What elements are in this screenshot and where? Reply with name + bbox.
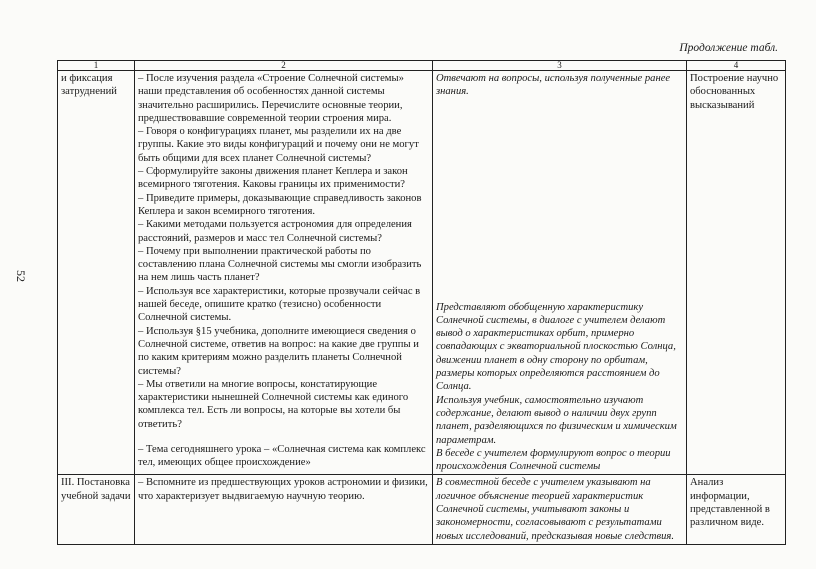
stage-cell: III. Постановка учебной задачи (58, 475, 135, 544)
teacher-questions-cell: – Вспомните из предшествующих уроков астрономии и физики, что характеризует выдвигаемую научную теорию. (135, 475, 433, 544)
question-text: – Мы ответили на многие вопросы, констатирующие характеристики нынешней Солнечной системы как единого комплекса тел. Есть ли вопросы, на которые вы хотели бы ответить? (138, 378, 409, 430)
student-activity-text: Используя учебник, самостоятельно изучают содержание, делают вывод о наличии двух групп планет, разделяющихся по физическим и химическим параметрам. (436, 394, 677, 446)
lesson-table (57, 60, 786, 545)
question-text: – Почему при выполнении практической работы по составлению плана Солнечной системы мы смогли изобразить на нем лишь часть планет? (138, 245, 422, 284)
table-header-row (58, 61, 786, 71)
uud-cell: Анализ информации, представленной в различном виде. (687, 475, 786, 544)
question-text: – Приведите примеры, доказывающие справедливость законов Кеплера и закон всемирного тяготения. (138, 192, 422, 217)
question-text: – После изучения раздела «Строение Солнечной системы» наши представления об особенностях данной системы значительно расширились. Перечислите основные теории, предшествовавшие современной теории строения мира. (138, 73, 404, 124)
table-row (58, 475, 786, 544)
table-row (58, 71, 786, 475)
student-activity-text: Отвечают на вопросы, используя полученные ранее знания. (436, 73, 671, 98)
uud-cell: Построение научно обоснованных высказываний (687, 71, 786, 475)
student-activity-text: В беседе с учителем формулируют вопрос о теории происхождения Солнечной системы (436, 447, 671, 473)
student-activity-cell (433, 71, 687, 475)
question-text: – Используя все характеристики, которые прозвучали сейчас в нашей беседе, опишите кратко (тезисно) особенности Солнечной системы. (138, 285, 421, 324)
header-col-3: 3 (433, 61, 687, 71)
question-text: – Используя §15 учебника, дополните имеющиеся сведения о Солнечной системе, ответив на вопрос: на какие две группы и по каким критериям можно разделить планеты Солнечной системы? (138, 325, 419, 377)
lesson-topic-text: – Тема сегодняшнего урока – «Солнечная система как комплекс тел, имеющих общее происхождение» (138, 444, 426, 469)
stage-cell: и фиксация затруднений (58, 71, 135, 475)
teacher-questions-cell (135, 71, 433, 475)
question-text: – Говоря о конфигурациях планет, мы разделили их на две группы. Какие это виды конфигураций и почему они не могут быть общими для всех планет Солнечной системы? (138, 126, 419, 164)
page-number: 52 (14, 270, 28, 282)
continuation-label: Продолжение табл. (679, 42, 778, 54)
question-text: – Сформулируйте законы движения планет Кеплера и закон всемирного тяготения. Каковы границы их применимости? (138, 166, 408, 191)
header-col-1: 1 (58, 61, 135, 71)
student-activity-text: Представляют обобщенную характеристику Солнечной системы, в диалоге с учителем делают вывод о характеристиках орбит, примерно совпадающих с экваториальной плоскостью Солнца, движении планет в одну сторону по орбитам, размеры которых определяются расстоянием до Солнца. (436, 301, 676, 393)
student-activity-cell: В совместной беседе с учителем указывают на логичное объяснение теорией характеристик Солнечной системы, учитывают законы и закономерности, согласовывают с результатами новых исследований, предсказывая новые следствия. (433, 475, 687, 544)
header-col-2: 2 (135, 61, 433, 71)
header-col-4: 4 (687, 61, 786, 71)
question-text: – Какими методами пользуется астрономия для определения расстояний, размеров и масс тел Солнечной системы? (138, 219, 412, 244)
